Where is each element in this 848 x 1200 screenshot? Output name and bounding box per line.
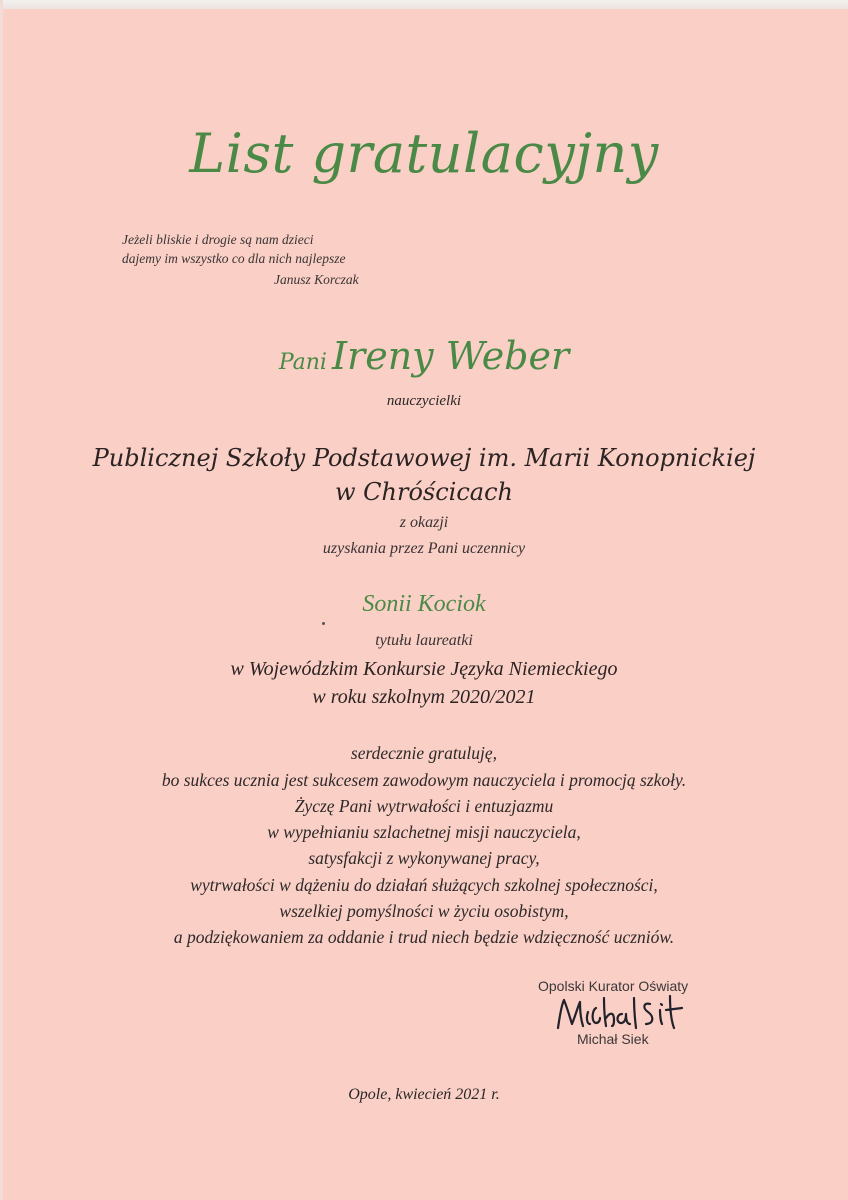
school-name-line-1: Publicznej Szkoły Podstawowej im. Marii Konopnickiej	[92, 444, 756, 472]
recipient-prefix: Pani	[278, 350, 327, 375]
award-line-3: w roku szkolnym 2020/2021	[312, 686, 536, 708]
body-line-8: a podziękowaniem za oddanie i trud niech będzie wdzięczność uczniów.	[173, 927, 675, 947]
recipient-name: Ireny Weber	[332, 334, 570, 378]
signatory-title: Opolski Kurator Oświaty	[538, 978, 689, 994]
certificate-title: List gratulacyjny	[189, 122, 659, 185]
body-line-5: satysfakcji z wykonywanej pracy,	[308, 848, 540, 868]
motto-line-2: dajemy im wszystko co dla nich najlepsze	[122, 251, 346, 266]
student-name: Sonii Kociok	[362, 591, 486, 617]
ink-dot	[322, 622, 325, 625]
signatory-name: Michał Siek	[577, 1031, 649, 1047]
recipient-line	[0, 334, 848, 378]
scan-top-edge	[0, 0, 848, 9]
body-line-1: serdecznie gratuluję,	[350, 743, 498, 763]
body-line-4: w wypełnianiu szlachetnej misji nauczyciela,	[267, 822, 581, 842]
recipient-role: nauczycielki	[386, 393, 462, 409]
motto-line-1: Jeżeli bliskie i drogie są nam dzieci	[122, 232, 314, 247]
body-line-7: wszelkiej pomyślności w życiu osobistym,	[279, 901, 569, 921]
school-name-line-2: w Chróścicach	[335, 478, 513, 506]
place-and-date: Opole, kwiecień 2021 r.	[348, 1086, 500, 1103]
motto-author: Janusz Korczak	[274, 272, 359, 287]
occasion-line-2: uzyskania przez Pani uczennicy	[322, 540, 526, 557]
body-line-2: bo sukces ucznia jest sukcesem zawodowym nauczyciela i promocją szkoły.	[161, 770, 687, 790]
award-line-2: w Wojewódzkim Konkursie Języka Niemieckiego	[230, 658, 618, 680]
award-line-1: tytułu laureatki	[375, 632, 473, 649]
body-line-3: Życzę Pani wytrwałości i entuzjazmu	[294, 796, 554, 816]
occasion-line-1: z okazji	[399, 514, 449, 531]
body-line-6: wytrwałości w dążeniu do działań służących szkolnej społeczności,	[190, 875, 658, 895]
